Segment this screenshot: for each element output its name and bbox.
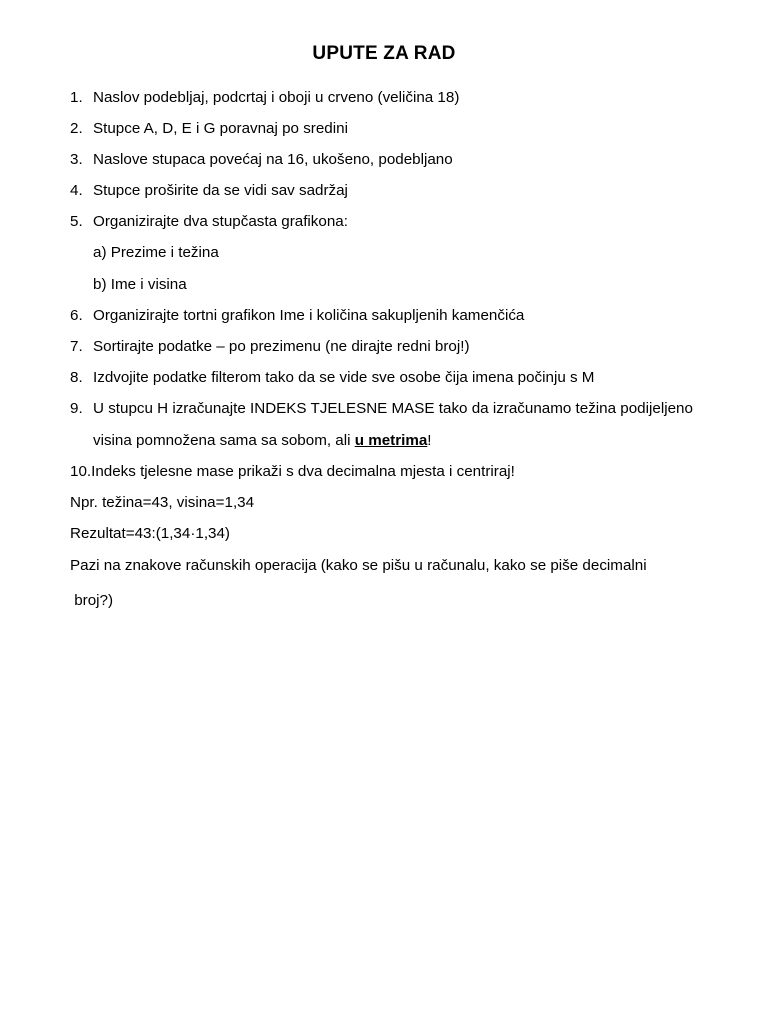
list-item-10 [70,462,515,482]
list-item-text: Stupce proširite da se vidi sav sadržaj [93,182,348,199]
emphasis-text: u metrima [354,432,428,449]
list-item-text: Naslov podebljaj, podcrtaj i oboji u crveno (veličina 18) [93,89,460,106]
list-item-number: 10. [70,463,92,480]
list-item-5 [70,212,348,232]
list-item-number: 2. [70,120,83,137]
list-item-number: 5. [70,213,83,230]
list-item-text: Stupce A, D, E i G poravnaj po sredini [93,120,348,137]
list-item-number: 3. [70,151,83,168]
list-item-9-continuation [93,431,432,451]
continuation-end: ! [427,432,432,449]
list-item-number: 9. [70,400,83,417]
list-item-text: Indeks tjelesne mase prikaži s dva decimalna mjesta i centriraj! [91,463,515,480]
list-item-number: 8. [70,369,83,386]
list-item-text: Naslove stupaca povećaj na 16, ukošeno, podebljano [93,151,453,168]
list-item-number: 4. [70,182,83,199]
example-line: Npr. težina=43, visina=1,34 [70,494,255,511]
warning-line-2: broj?) [70,592,114,609]
list-item-8 [70,368,594,388]
list-item-text: Organizirajte dva stupčasta grafikona: [93,213,348,230]
list-item-number: 7. [70,338,83,355]
list-item-2 [70,119,348,139]
list-item-text: Sortirajte podatke – po prezimenu (ne dirajte redni broj!) [93,338,470,355]
sub-item-b: b) Ime i visina [93,276,187,293]
list-item-3 [70,150,453,170]
list-item-1 [70,88,459,108]
list-item-6 [70,306,524,326]
list-item-text: U stupcu H izračunajte INDEKS TJELESNE MASE tako da izračunamo težina podijeljeno [93,400,693,417]
document-title: UPUTE ZA RAD [312,43,456,64]
list-item-number: 6. [70,307,83,324]
list-item-9 [70,399,693,419]
continuation-text: visina pomnožena sama sa sobom, ali [93,432,355,449]
sub-item-a: a) Prezime i težina [93,244,219,261]
list-item-4 [70,181,348,201]
result-line: Rezultat=43:(1,34·1,34) [70,525,230,542]
list-item-text: Izdvojite podatke filterom tako da se vide sve osobe čija imena počinju s M [93,369,595,386]
list-item-text: Organizirajte tortni grafikon Ime i količina sakupljenih kamenčića [93,307,525,324]
list-item-7 [70,337,470,357]
list-item-number: 1. [70,89,83,106]
warning-line-1: Pazi na znakove računskih operacija (kako se pišu u računalu, kako se piše decimalni [70,557,647,574]
